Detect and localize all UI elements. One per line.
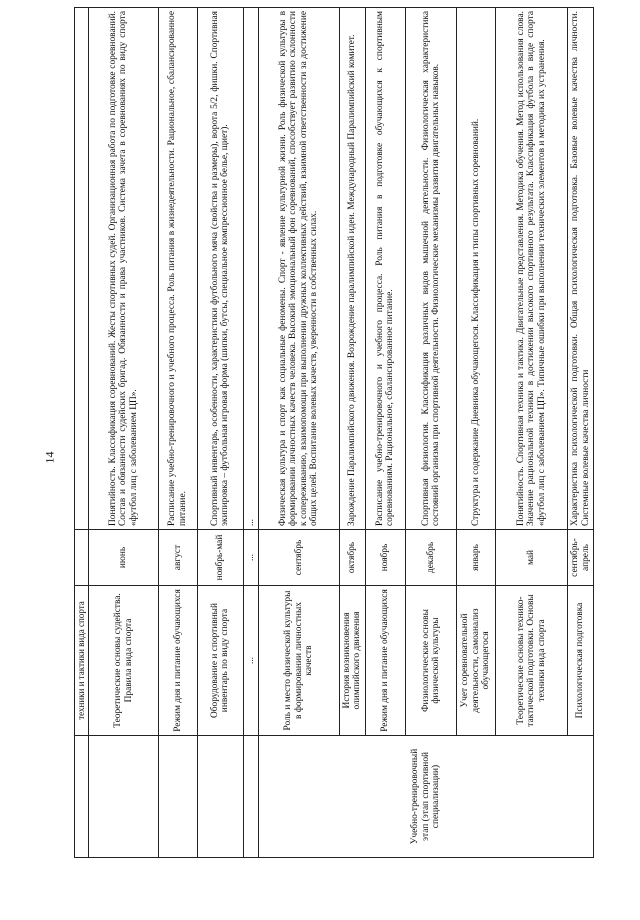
month-cell: ноябрь — [365, 530, 405, 586]
table-row — [365, 8, 405, 858]
topic-cell: Режим дня и питание обучающихся — [365, 586, 405, 736]
month-cell: ... — [244, 530, 258, 586]
topic-cell: Учет соревновательной деятельности, самоанализ обучающегося — [457, 586, 495, 736]
content-cell: Структура и содержание Дневника обучающегося. Классификация и типы спортивных соревнований. — [457, 8, 495, 530]
topic-cell: Режим дня и питание обучающихся — [159, 586, 197, 736]
stage-cell — [159, 736, 197, 858]
topic-cell: Оборудование и спортивный инвентарь по виду спорта — [197, 586, 244, 736]
month-cell: июнь — [88, 530, 158, 586]
table-row — [75, 8, 89, 858]
topic-cell: Физиологические основы физической культуры — [406, 586, 457, 736]
content-cell: Характеристика психологической подготовки. Общая психологическая подготовка. Базовые волевые качества личности. Системные волевые качества личности — [568, 8, 594, 530]
content-cell — [75, 8, 89, 530]
table-row — [258, 8, 339, 858]
month-cell: сентябрь — [258, 530, 339, 586]
table-row — [406, 8, 457, 858]
stage-cell — [88, 736, 158, 858]
table-row — [568, 8, 594, 858]
stage-cell: Учебно-тренировочный этап (этап спортивной специализации) — [258, 736, 593, 858]
content-cell: Зарождение Паралимпийского движения. Возрождение паралимпийской идеи. Международный Паралимпийский комитет. — [339, 8, 365, 530]
theory-plan-table — [74, 7, 594, 858]
content-cell: Физическая культура и спорт как социальные феномены. Спорт - явление культурной жизни. Роль физической культуры в формировании личностных качеств человека. Высокий эмоциональный фон соревнований, способствует развитию склонности к сопереживанию, взаимопомощи при выполнении дружных коллективных действий, взаимной ответственности за достижение общих целей. Воспитание волевых качеств, уверенности в собственных силах. — [258, 8, 339, 530]
table-row — [495, 8, 567, 858]
content-cell: Расписание учебно-тренировочного и учебного процесса. Роль питания в жизнедеятельности. Рациональное, сбалансированное питание. — [159, 8, 197, 530]
stage-cell — [197, 736, 244, 858]
month-cell: декабрь — [406, 530, 457, 586]
stage-cell — [244, 736, 258, 858]
rotated-page-content — [74, 8, 594, 858]
table-row — [88, 8, 158, 858]
content-cell: Расписание учебно-тренировочного и учебного процесса. Роль питания в подготовке обучающихся к спортивным соревнованиям. Рациональное, сбалансированное питание. — [365, 8, 405, 530]
table-row — [339, 8, 365, 858]
content-cell: Понятийность. Классификация соревнований. Жесты спортивных судей. Организационная работа по подготовке соревнований. Состав и обязанности судейских бригад. Обязанности и права участников. Система зачета в соревнованиях по виду спорта «футбол лиц с заболеванием ЦП». — [88, 8, 158, 530]
topic-cell: Теоретические основы технико-тактической подготовки. Основы техники вида спорта — [495, 586, 567, 736]
topic-cell: Роль и место физической культуры в формировании личностных качеств — [258, 586, 339, 736]
stage-cell — [75, 736, 89, 858]
month-cell: январь — [457, 530, 495, 586]
month-cell: сентябрь-апрель — [568, 530, 594, 586]
month-cell: октябрь — [339, 530, 365, 586]
table-row — [457, 8, 495, 858]
month-cell: май — [495, 530, 567, 586]
table-row — [244, 8, 258, 858]
month-cell: август — [159, 530, 197, 586]
table-row — [159, 8, 197, 858]
topic-cell: Теоретические основы судейства. Правила вида спорта — [88, 586, 158, 736]
content-cell: Понятийность. Спортивная техника и тактика. Двигательные представления. Методика обучения. Метод использования слова. Значение рациональной техники в достижении высокого спортивного результата. Классификация футбола в виде спорта «футбол лиц с заболеванием ЦП». Типичные ошибки при выполнении технических элементов и методика их устранения. — [495, 8, 567, 530]
topic-cell: техники и тактики вида спорта — [75, 586, 89, 736]
page-number: 14 — [42, 451, 57, 464]
content-cell: Спортивная физиология. Классификация различных видов мышечной деятельности. Физиологическая характеристика состояний организма при спортивной деятельности. Физиологические механизмы развития двигательных навыков. — [406, 8, 457, 530]
topic-cell: Психологическая подготовка — [568, 586, 594, 736]
month-cell: ноябрь-май — [197, 530, 244, 586]
topic-cell: История возникновения олимпийского движения — [339, 586, 365, 736]
content-cell: ... — [244, 8, 258, 530]
content-cell: Спортивный инвентарь, особенности, характеристики футбольного мяча (свойства и размеры), ворота 5/2, фишки. Спортивная экипировка – футбольная игровая форма (шипки, бутсы, специальное компрессионное белье, щиет). — [197, 8, 244, 530]
table-row — [197, 8, 244, 858]
topic-cell: ... — [244, 586, 258, 736]
month-cell — [75, 530, 89, 586]
